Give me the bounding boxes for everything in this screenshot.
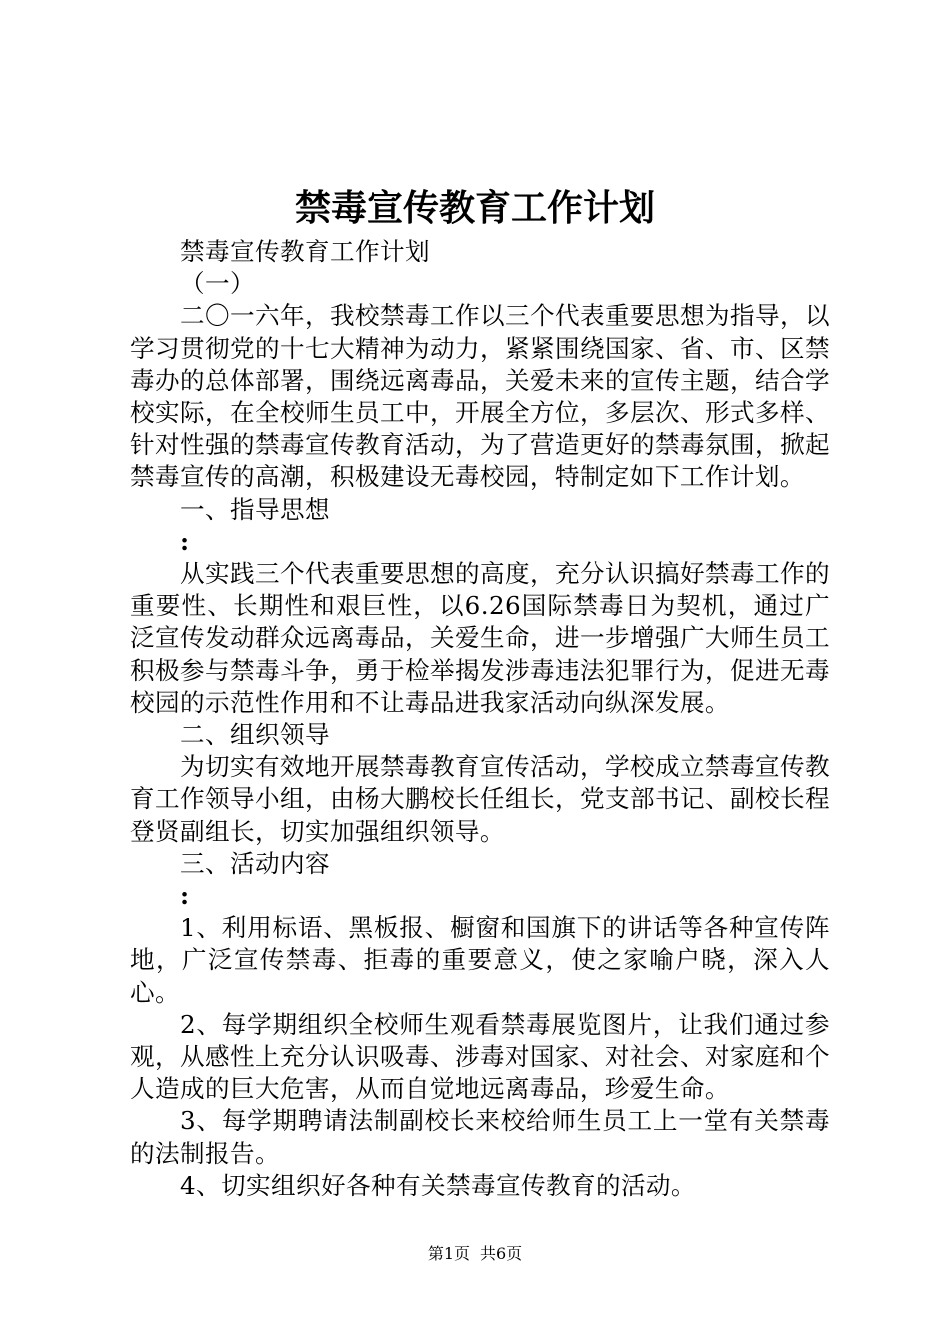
page-number-current: 第1页: [427, 1244, 470, 1263]
subtitle-line: 禁毒宣传教育工作计划: [180, 237, 430, 266]
activity-item-3: 3、每学期聘请法制副校长来校给师生员工上一堂有关禁毒的法制报告。: [130, 1106, 830, 1168]
section-heading-organization: 二、组织领导: [180, 720, 330, 750]
document-title: 禁毒宣传教育工作计划: [294, 187, 655, 229]
activity-item-4: 4、切实组织好各种有关禁毒宣传教育的活动。: [180, 1170, 696, 1200]
section-colon: :: [180, 526, 190, 556]
part-label: （一）: [180, 269, 255, 299]
organization-paragraph: 为切实有效地开展禁毒教育宣传活动，学校成立禁毒宣传教育工作领导小组，由杨大鹏校长任组长，党支部书记、副校长程登贤副组长，切实加强组织领导。: [130, 752, 830, 846]
guiding-ideology-paragraph: 从实践三个代表重要思想的高度，充分认识搞好禁毒工作的重要性、长期性和艰巨性，以6.26国际禁毒日为契机，通过广泛宣传发动群众远离毒品，关爱生命，进一步增强广大师生员工积极参与禁毒斗争，勇于检举揭发涉毒违法犯罪行为，促进无毒校园的示范性作用和不让毒品进我家活动向纵深发展。: [130, 559, 830, 717]
section-heading-activities: 三、活动内容: [180, 848, 330, 878]
activity-item-1: 1、利用标语、黑板报、橱窗和国旗下的讲话等各种宣传阵地，广泛宣传禁毒、拒毒的重要意义，使之家喻户晓，深入人心。: [130, 913, 830, 1007]
intro-paragraph: 二〇一六年，我校禁毒工作以三个代表重要思想为指导，以学习贯彻党的十七大精神为动力，紧紧围绕国家、省、市、区禁毒办的总体部署，围绕远离毒品，关爱未来的宣传主题，结合学校实际，在全校师生员工中，开展全方位，多层次、形式多样、针对性强的禁毒宣传教育活动，为了营造更好的禁毒氛围，掀起禁毒宣传的高潮，积极建设无毒校园，特制定如下工作计划。: [130, 301, 830, 492]
document-body: [130, 236, 830, 1202]
activity-item-2: 2、每学期组织全校师生观看禁毒展览图片，让我们通过参观，从感性上充分认识吸毒、涉毒对国家、对社会、对家庭和个人造成的巨大危害，从而自觉地远离毒品，珍爱生命。: [130, 1009, 830, 1104]
section-colon: :: [180, 881, 190, 911]
section-heading-guiding-ideology: 一、指导思想: [180, 494, 330, 524]
page-footer: [0, 1244, 950, 1264]
page-number-total: 共6页: [480, 1244, 523, 1263]
